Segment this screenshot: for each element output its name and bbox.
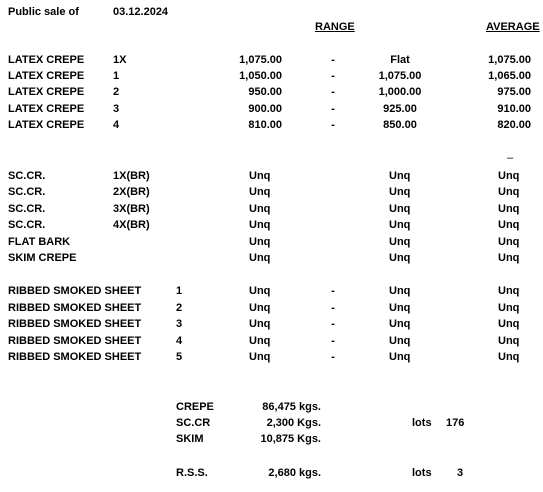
average-value: Unq — [498, 219, 520, 231]
rss-lots-label: lots — [412, 467, 432, 479]
range-low: Unq — [249, 219, 271, 231]
average-value: Unq — [498, 186, 520, 198]
sccr-quantity: 2,300 Kgs. — [266, 417, 321, 429]
range-separator: - — [331, 285, 335, 297]
grade-name: RIBBED SMOKED SHEET — [8, 318, 142, 330]
range-high: 925.00 — [383, 103, 417, 115]
range-high: Unq — [389, 219, 411, 231]
range-separator: - — [331, 302, 335, 314]
grade-number: 5 — [176, 351, 183, 363]
range-heading: RANGE — [315, 21, 355, 33]
grade-name: RIBBED SMOKED SHEET — [8, 302, 142, 314]
range-high: Unq — [389, 236, 411, 248]
range-low: Unq — [249, 252, 271, 264]
sccr-label: SC.CR — [176, 417, 211, 429]
average-heading: AVERAGE — [486, 21, 540, 33]
range-low: 1,075.00 — [239, 54, 282, 66]
grade-name: SC.CR. — [8, 203, 46, 215]
range-high: Unq — [389, 318, 411, 330]
range-high: Unq — [389, 335, 411, 347]
grade-name: SKIM CREPE — [8, 252, 77, 264]
range-low: Unq — [249, 186, 271, 198]
range-separator: - — [331, 335, 335, 347]
range-separator: - — [331, 54, 335, 66]
skim-quantity: 10,875 Kgs. — [260, 433, 321, 445]
range-low: 900.00 — [248, 103, 282, 115]
average-value: 975.00 — [497, 86, 531, 98]
grade-name: LATEX CREPE — [8, 103, 85, 115]
lots-label: lots — [412, 417, 432, 429]
range-separator: - — [331, 318, 335, 330]
lots-value: 176 — [446, 417, 465, 429]
sale-date: 03.12.2024 — [113, 6, 169, 18]
average-value: Unq — [498, 318, 520, 330]
grade-name: SC.CR. — [8, 186, 46, 198]
average-value: Unq — [498, 203, 520, 215]
rss-quantity: 2,680 kgs. — [268, 467, 321, 479]
grade-number: 2 — [176, 302, 183, 314]
range-low: Unq — [249, 302, 271, 314]
crepe-quantity: 86,475 kgs. — [262, 401, 321, 413]
grade-number: 1X(BR) — [113, 170, 150, 182]
range-high: Unq — [389, 252, 411, 264]
grade-number: 3X(BR) — [113, 203, 150, 215]
grade-name: FLAT BARK — [8, 236, 71, 248]
grade-number: 1 — [176, 285, 183, 297]
grade-name: LATEX CREPE — [8, 54, 85, 66]
range-low: 810.00 — [248, 119, 282, 131]
grade-number: 1X — [113, 54, 127, 66]
range-low: Unq — [249, 236, 271, 248]
average-value: Unq — [498, 236, 520, 248]
range-high: Unq — [389, 170, 411, 182]
grade-number: 4X(BR) — [113, 219, 150, 231]
range-high: Unq — [389, 186, 411, 198]
range-low: Unq — [249, 170, 271, 182]
average-value: Unq — [498, 335, 520, 347]
range-low: Unq — [249, 203, 271, 215]
average-value: Unq — [498, 252, 520, 264]
sc-average-mark: – — [506, 152, 514, 164]
average-value: Unq — [498, 170, 520, 182]
grade-number: 2X(BR) — [113, 186, 150, 198]
average-value: Unq — [498, 351, 520, 363]
range-high: Unq — [389, 203, 411, 215]
average-value: 1,075.00 — [488, 54, 531, 66]
range-high: 1,075.00 — [378, 70, 422, 82]
range-separator: - — [331, 86, 335, 98]
range-separator: - — [331, 70, 335, 82]
grade-name: SC.CR. — [8, 219, 46, 231]
range-high: Unq — [389, 302, 411, 314]
rss-lots-value: 3 — [457, 467, 464, 479]
range-low: 1,050.00 — [239, 70, 282, 82]
range-separator: - — [331, 351, 335, 363]
grade-name: LATEX CREPE — [8, 119, 85, 131]
skim-label: SKIM — [176, 433, 204, 445]
grade-name: LATEX CREPE — [8, 86, 85, 98]
grade-name: RIBBED SMOKED SHEET — [8, 285, 142, 297]
range-high: 850.00 — [383, 119, 417, 131]
grade-number: 1 — [113, 70, 120, 82]
average-value: 910.00 — [497, 103, 531, 115]
sale-label: Public sale of — [8, 6, 79, 18]
grade-number: 3 — [176, 318, 183, 330]
average-value: Unq — [498, 285, 520, 297]
grade-name: SC.CR. — [8, 170, 46, 182]
range-low: Unq — [249, 351, 271, 363]
grade-name: RIBBED SMOKED SHEET — [8, 335, 142, 347]
average-value: 1,065.00 — [488, 70, 531, 82]
range-low: Unq — [249, 318, 271, 330]
range-separator: - — [331, 119, 335, 131]
grade-name: RIBBED SMOKED SHEET — [8, 351, 142, 363]
grade-number: 2 — [113, 86, 120, 98]
crepe-label: CREPE — [176, 401, 214, 413]
range-high: Flat — [390, 54, 410, 66]
range-separator: - — [331, 103, 335, 115]
range-low: Unq — [249, 285, 271, 297]
range-high: Unq — [389, 285, 411, 297]
average-value: 820.00 — [497, 119, 531, 131]
average-value: Unq — [498, 302, 520, 314]
range-low: 950.00 — [248, 86, 282, 98]
grade-name: LATEX CREPE — [8, 70, 85, 82]
range-high: Unq — [389, 351, 411, 363]
grade-number: 3 — [113, 103, 120, 115]
grade-number: 4 — [113, 119, 120, 131]
range-low: Unq — [249, 335, 271, 347]
rss-label: R.S.S. — [176, 467, 208, 479]
range-high: 1,000.00 — [378, 86, 422, 98]
grade-number: 4 — [176, 335, 183, 347]
